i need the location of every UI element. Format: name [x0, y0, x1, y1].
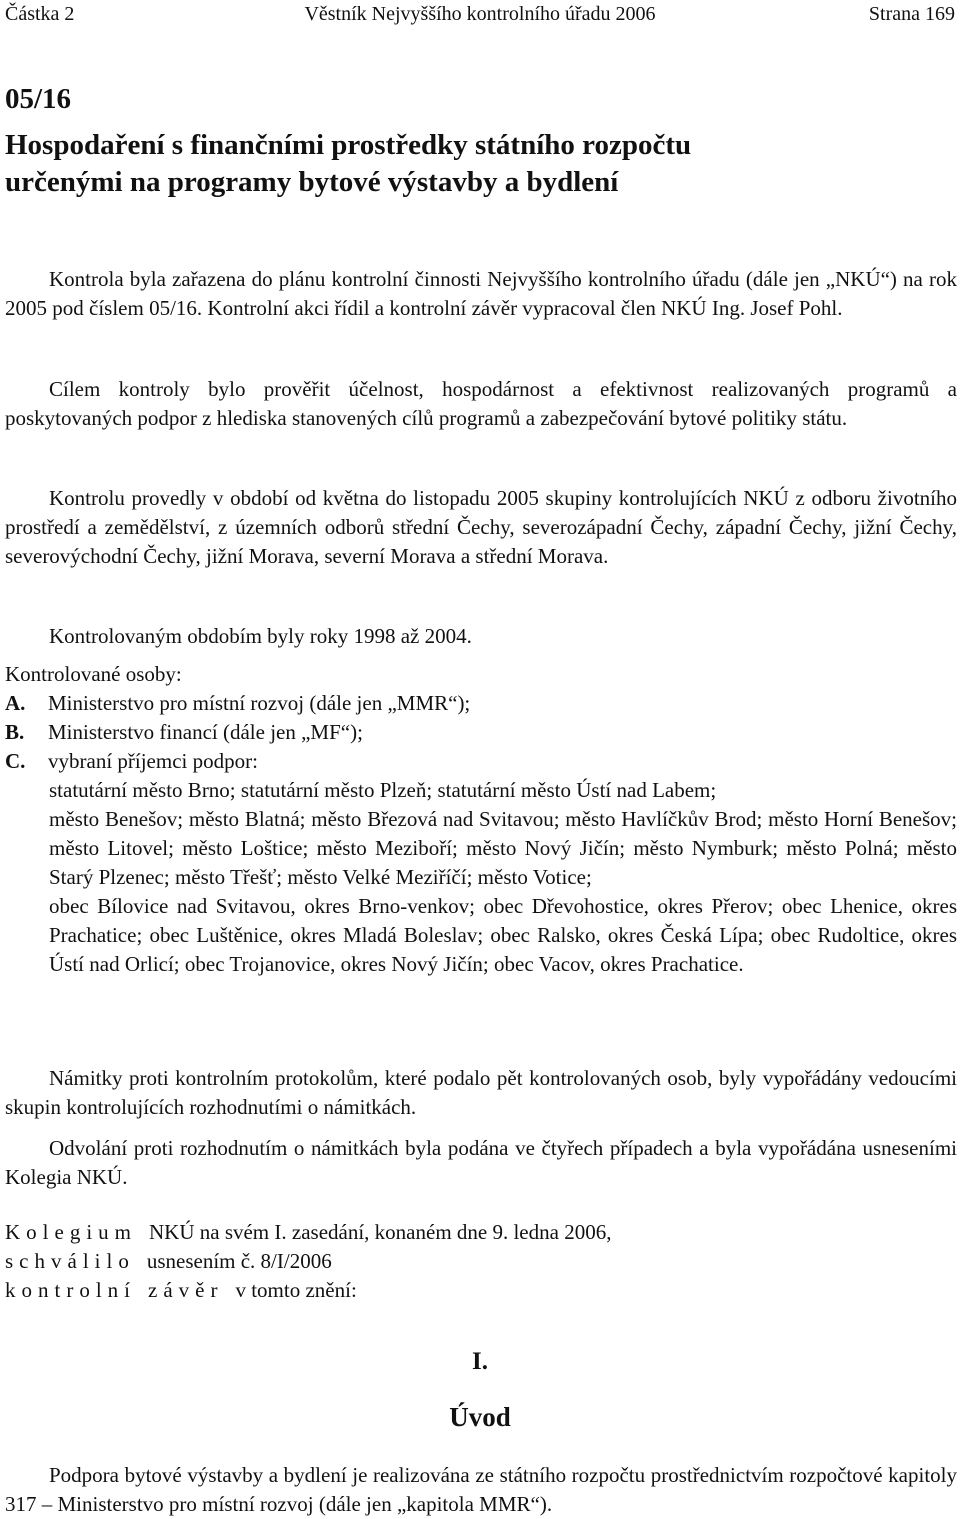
list-item-letter: B.: [5, 720, 25, 744]
section-number: I.: [472, 1348, 488, 1375]
audited-period: Kontrolovaným obdobím byly roky 1998 až 2004.: [49, 624, 472, 648]
recipients-municipalities: obec Bílovice nad Svitavou, okres Brno-venkov; obec Dřevohostice, okres Přerov; obec Lhenice, okres Prachatice; obec Luštěnice, okres Mladá Boleslav; obec Ralsko, okres Česká Lípa; obec Rudoltice, okres Ústí nad Orlicí; obec Trojanovice, okres Nový Jičín; obec Vacov, okres Prachatice.: [49, 894, 957, 976]
kolegium-label: Kolegium: [5, 1220, 137, 1244]
list-item: [5, 747, 957, 776]
recipients-block: [5, 776, 957, 979]
list-item-text: vybraní příjemci podpor:: [48, 749, 258, 773]
issue-number: Částka 2: [5, 3, 75, 25]
journal-title: Věstník Nejvyššího kontrolního úřadu 2006: [304, 3, 656, 25]
decision-line-zaver: [5, 1276, 611, 1305]
list-item-letter: C.: [5, 749, 26, 773]
paragraph-audit-objective: Cílem kontroly bylo prověřit účelnost, hospodárnost a efektivnost realizovaných programů a poskytovaných podpor z hlediska stanovených cílů programů a zabezpečování bytové politiky státu.: [5, 377, 957, 430]
audit-title-line-1: Hospodaření s finančními prostředky státního rozpočtu: [5, 129, 692, 161]
schvalilo-label: schválilo: [5, 1249, 135, 1273]
paragraph-objections: Námitky proti kontrolním protokolům, které podalo pět kontrolovaných osob, byly vypořádány vedoucími skupin kontrolujících rozhodnutími o námitkách.: [5, 1066, 957, 1119]
page-number: Strana 169: [868, 3, 955, 25]
list-item: [5, 689, 957, 718]
audited-persons-label: Kontrolované osoby:: [5, 662, 182, 686]
paragraph-introduction: Podpora bytové výstavby a bydlení je realizována ze státního rozpočtu prostřednictvím rozpočtové kapitoly 317 – Ministerstvo pro místní rozvoj (dále jen „kapitola MMR“).: [5, 1463, 957, 1516]
schvalilo-text: usnesením č. 8/I/2006: [146, 1249, 332, 1273]
audit-number: 05/16: [5, 83, 72, 115]
decision-block: [5, 1218, 611, 1305]
decision-line-schvalilo: [5, 1247, 611, 1276]
list-item: [5, 718, 957, 747]
decision-line-kolegium: [5, 1218, 611, 1247]
audit-title: [5, 127, 955, 201]
list-item-text: Ministerstvo financí (dále jen „MF“);: [48, 720, 363, 744]
list-item-letter: A.: [5, 691, 26, 715]
paragraph-audit-teams: Kontrolu provedly v období od května do listopadu 2005 skupiny kontrolujících NKÚ z odboru životního prostředí a zemědělství, z územních odborů střední Čechy, severozápadní Čechy, západní Čechy, jižní Čechy, severovýchodní Čechy, jižní Morava, severní Morava a střední Morava.: [5, 486, 957, 568]
paragraph-audit-plan: Kontrola byla zařazena do plánu kontrolní činnosti Nejvyššího kontrolního úřadu (dále jen „NKÚ“) na rok 2005 pod číslem 05/16. Kontrolní akci řídil a kontrolní závěr vypracoval člen NKÚ Ing. Josef Pohl.: [5, 267, 957, 320]
audited-persons-list: [5, 689, 957, 979]
zaver-label-2: závěr: [148, 1278, 224, 1302]
zaver-text: v tomto znění:: [235, 1278, 357, 1302]
page-header: [5, 0, 955, 26]
audit-title-line-2: určenými na programy bytové výstavby a bydlení: [5, 166, 619, 198]
paragraph-appeals: Odvolání proti rozhodnutím o námitkách byla podána ve čtyřech případech a byla vypořádána usneseními Kolegia NKÚ.: [5, 1136, 957, 1189]
kolegium-text: NKÚ na svém I. zasedání, konaném dne 9. ledna 2006,: [149, 1220, 612, 1244]
list-item-text: Ministerstvo pro místní rozvoj (dále jen „MMR“);: [48, 691, 471, 715]
recipients-towns: město Benešov; město Blatná; město Březová nad Svitavou; město Havlíčkův Brod; město Horní Benešov; město Litovel; město Loštice; město Meziboří; město Nový Jičín; město Nymburk; město Polná; město Starý Plzenec; město Třešť; město Velké Meziříčí; město Votice;: [49, 807, 957, 889]
section-title: Úvod: [449, 1402, 511, 1432]
recipients-statutory-cities: statutární město Brno; statutární město Plzeň; statutární město Ústí nad Labem;: [49, 778, 717, 802]
zaver-label-1: kontrolní: [5, 1278, 136, 1302]
